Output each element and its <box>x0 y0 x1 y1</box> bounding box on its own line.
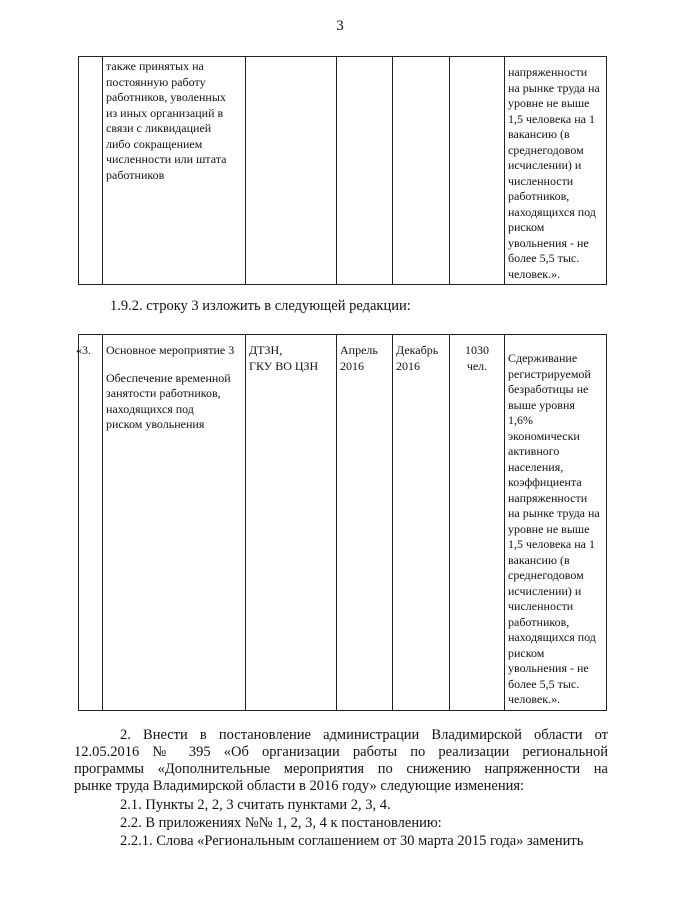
measure-description: также принятых на постоянную работу работников, уволенных из иных организаций в связи с ликвидацией либо сокращением численности или штата работников <box>106 59 227 182</box>
paragraph-2-1: 2.1. Пункты 2, 2, 3 считать пунктами 2, 3, 4. <box>120 797 391 813</box>
result-indicator: напряженности на рынке труда на уровне не выше 1,5 человека на 1 вакансию (в среднегодовом исчислении) и численности работников, находящихся под риском увольнения - не более 5,5 тыс. человек.». <box>508 65 600 281</box>
paragraph-line: программы «Дополнительные мероприятия по снижению напряженности на <box>74 761 608 777</box>
start-date-cell <box>337 57 393 285</box>
row-number-cell <box>76 335 103 711</box>
paragraph-line: рынке труда Владимирской области в 2016 году» следующие изменения: <box>74 778 525 794</box>
executor-cell <box>246 335 337 711</box>
start-date-cell <box>337 335 393 711</box>
volume-cell <box>450 57 505 285</box>
executor: ДТЗН, ГКУ ВО ЦЗН <box>249 343 319 373</box>
end-date: Декабрь 2016 <box>396 343 439 373</box>
table-row <box>79 57 607 285</box>
volume-cell <box>450 335 505 711</box>
measure-detail: Обеспечение временной занятости работников, находящихся под риском увольнения <box>106 370 231 431</box>
paragraph-line: 12.05.2016 № 395 «Об организации работы по реализации региональной <box>74 744 608 760</box>
paragraph-2-2: 2.2. В приложениях №№ 1, 2, 3, 4 к постановлению: <box>120 815 442 831</box>
end-date-cell <box>393 335 450 711</box>
paragraph-2 <box>74 727 608 795</box>
result-cell <box>505 335 607 711</box>
volume: 1030 чел. <box>465 343 489 373</box>
instruction-line: 1.9.2. строку 3 изложить в следующей редакции: <box>110 298 411 314</box>
row-number: «3. <box>76 343 91 357</box>
row-number-cell <box>79 57 103 285</box>
executor-cell <box>246 57 337 285</box>
continuation-table <box>78 56 607 285</box>
measure-cell <box>103 335 246 711</box>
paragraph-line: 2. Внести в постановление администрации Владимирской области от <box>120 727 608 743</box>
result-indicator: Сдерживание регистрируемой безработицы не выше уровня 1,6% экономически активного населения, коэффициента напряженности на рынке труда на уровне не выше 1,5 человека на 1 вакансию (в среднегодовом исчислении) и численности работников, находящихся под риском увольнения - не более 5,5 тыс. человек.». <box>508 351 600 706</box>
table-row <box>79 335 607 711</box>
end-date-cell <box>393 57 450 285</box>
paragraph-2-2-1: 2.2.1. Слова «Региональным соглашением от 30 марта 2015 года» заменить <box>120 833 584 849</box>
measure-title: Основное мероприятие 3 <box>106 343 235 357</box>
row-three-table <box>78 334 607 711</box>
measure-cell <box>103 57 246 285</box>
start-date: Апрель 2016 <box>340 343 378 373</box>
result-cell <box>505 57 607 285</box>
page-number: 3 <box>336 18 344 34</box>
